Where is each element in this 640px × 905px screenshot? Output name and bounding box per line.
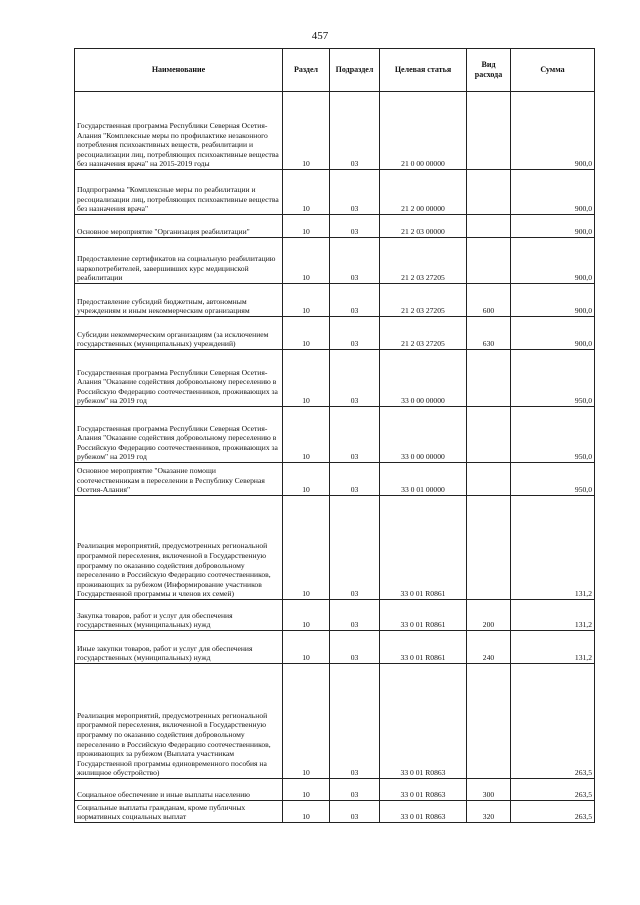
row-name: Иные закупки товаров, работ и услуг для обеспечения государственных (муниципальных) нужд	[75, 631, 283, 664]
row-amount: 263,5	[511, 801, 595, 823]
row-subsection: 03	[330, 170, 380, 215]
row-section: 10	[283, 463, 330, 496]
row-section: 10	[283, 350, 330, 407]
row-subsection: 03	[330, 317, 380, 350]
table-row	[75, 238, 595, 284]
row-expense-type	[467, 496, 511, 600]
header-expense-type: Вид расхода	[467, 49, 511, 92]
row-target-code: 33 0 00 00000	[380, 350, 467, 407]
page-number: 457	[311, 30, 329, 42]
row-name: Основное мероприятие "Оказание помощи соотечественникам в переселении в Республику Северная Осетия-Алания"	[75, 463, 283, 496]
row-name: Реализация мероприятий, предусмотренных региональной программой переселения, включенной в Государственную программу по оказанию содействия добровольному переселению в Российскую Федерацию соотечественников, проживающих за рубежом (Выплата участникам Государственной программы единовременного пособия на жилищное обустройство)	[75, 664, 283, 779]
row-name: Государственная программа Республики Северная Осетия-Алания "Комплексные меры по профилактике незаконного потребления психоактивных веществ, реабилитации и ресоциализации лиц, потребляющих психоактивные вещества без назначения врача" на 2015-2019 годы	[75, 92, 283, 170]
table-header-row	[75, 49, 595, 92]
row-expense-type	[467, 350, 511, 407]
row-section: 10	[283, 238, 330, 284]
row-amount: 131,2	[511, 631, 595, 664]
row-expense-type: 300	[467, 779, 511, 801]
row-amount: 950,0	[511, 463, 595, 496]
row-section: 10	[283, 92, 330, 170]
row-expense-type: 240	[467, 631, 511, 664]
row-name: Предоставление сертификатов на социальную реабилитацию наркопотребителей, завершивших курс медицинской реабилитации	[75, 238, 283, 284]
row-subsection: 03	[330, 779, 380, 801]
row-expense-type	[467, 215, 511, 238]
row-amount: 950,0	[511, 350, 595, 407]
row-target-code: 21 2 00 00000	[380, 170, 467, 215]
row-amount: 263,5	[511, 664, 595, 779]
row-expense-type: 320	[467, 801, 511, 823]
row-subsection: 03	[330, 407, 380, 463]
row-target-code: 21 2 03 27205	[380, 317, 467, 350]
row-target-code: 33 0 00 00000	[380, 407, 467, 463]
row-amount: 900,0	[511, 92, 595, 170]
row-section: 10	[283, 496, 330, 600]
row-expense-type: 630	[467, 317, 511, 350]
row-subsection: 03	[330, 463, 380, 496]
table-row	[75, 350, 595, 407]
table-row	[75, 496, 595, 600]
row-amount: 950,0	[511, 407, 595, 463]
row-expense-type	[467, 170, 511, 215]
row-name: Основное мероприятие "Организация реабилитации"	[75, 215, 283, 238]
row-target-code: 33 0 01 R0863	[380, 801, 467, 823]
row-name: Предоставление субсидий бюджетным, автономным учреждениям и иным некоммерческим организациям	[75, 284, 283, 317]
row-expense-type	[467, 463, 511, 496]
row-section: 10	[283, 600, 330, 631]
row-subsection: 03	[330, 631, 380, 664]
row-subsection: 03	[330, 801, 380, 823]
row-subsection: 03	[330, 350, 380, 407]
row-subsection: 03	[330, 600, 380, 631]
row-target-code: 21 2 03 27205	[380, 238, 467, 284]
table-row	[75, 631, 595, 664]
row-amount: 131,2	[511, 600, 595, 631]
table-row	[75, 463, 595, 496]
row-section: 10	[283, 284, 330, 317]
row-section: 10	[283, 170, 330, 215]
row-section: 10	[283, 779, 330, 801]
header-section: Раздел	[283, 49, 330, 92]
row-name: Социальные выплаты гражданам, кроме публичных нормативных социальных выплат	[75, 801, 283, 823]
table-row	[75, 664, 595, 779]
row-amount: 263,5	[511, 779, 595, 801]
row-expense-type: 200	[467, 600, 511, 631]
table-row	[75, 215, 595, 238]
row-amount: 131,2	[511, 496, 595, 600]
row-subsection: 03	[330, 284, 380, 317]
budget-table	[74, 48, 595, 823]
row-expense-type	[467, 238, 511, 284]
header-amount: Сумма	[511, 49, 595, 92]
table-row	[75, 779, 595, 801]
row-subsection: 03	[330, 92, 380, 170]
row-name: Государственная программа Республики Северная Осетия-Алания "Оказание содействия добровольному переселению в Российскую Федерацию соотечественников, проживающих за рубежом" на 2019 год	[75, 350, 283, 407]
row-amount: 900,0	[511, 170, 595, 215]
row-target-code: 21 0 00 00000	[380, 92, 467, 170]
row-expense-type	[467, 92, 511, 170]
table-row	[75, 801, 595, 823]
row-target-code: 21 2 03 00000	[380, 215, 467, 238]
row-subsection: 03	[330, 664, 380, 779]
table-row	[75, 407, 595, 463]
table-row	[75, 170, 595, 215]
row-target-code: 33 0 01 R0863	[380, 779, 467, 801]
row-expense-type: 600	[467, 284, 511, 317]
row-target-code: 21 2 03 27205	[380, 284, 467, 317]
row-expense-type	[467, 407, 511, 463]
row-target-code: 33 0 01 R0863	[380, 664, 467, 779]
row-target-code: 33 0 01 00000	[380, 463, 467, 496]
row-amount: 900,0	[511, 238, 595, 284]
row-name: Субсидии некоммерческим организациям (за исключением государственных (муниципальных) учреждений)	[75, 317, 283, 350]
row-section: 10	[283, 317, 330, 350]
row-name: Закупка товаров, работ и услуг для обеспечения государственных (муниципальных) нужд	[75, 600, 283, 631]
row-section: 10	[283, 631, 330, 664]
row-subsection: 03	[330, 238, 380, 284]
row-name: Государственная программа Республики Северная Осетия-Алания "Оказание содействия добровольному переселению в Российскую Федерацию соотечественников, проживающих за рубежом" на 2019 год	[75, 407, 283, 463]
row-target-code: 33 0 01 R0861	[380, 496, 467, 600]
table-row	[75, 600, 595, 631]
row-amount: 900,0	[511, 215, 595, 238]
header-name: Наименование	[75, 49, 283, 92]
header-target-code: Целевая статья	[380, 49, 467, 92]
row-section: 10	[283, 215, 330, 238]
table-row	[75, 92, 595, 170]
row-subsection: 03	[330, 496, 380, 600]
row-amount: 900,0	[511, 284, 595, 317]
header-subsection: Подраздел	[330, 49, 380, 92]
row-expense-type	[467, 664, 511, 779]
row-amount: 900,0	[511, 317, 595, 350]
row-section: 10	[283, 664, 330, 779]
row-target-code: 33 0 01 R0861	[380, 631, 467, 664]
row-section: 10	[283, 407, 330, 463]
row-name: Реализация мероприятий, предусмотренных региональной программой переселения, включенной в Государственную программу по оказанию содействия добровольному переселению в Российскую Федерацию соотечественников, проживающих за рубежом (Информирование участников Государственной программы и членов их семей)	[75, 496, 283, 600]
row-name: Социальное обеспечение и иные выплаты населению	[75, 779, 283, 801]
table-row	[75, 284, 595, 317]
row-section: 10	[283, 801, 330, 823]
row-name: Подпрограмма "Комплексные меры по реабилитации и ресоциализации лиц, потребляющих психоактивные вещества без назначения врача"	[75, 170, 283, 215]
row-subsection: 03	[330, 215, 380, 238]
table-row	[75, 317, 595, 350]
row-target-code: 33 0 01 R0861	[380, 600, 467, 631]
